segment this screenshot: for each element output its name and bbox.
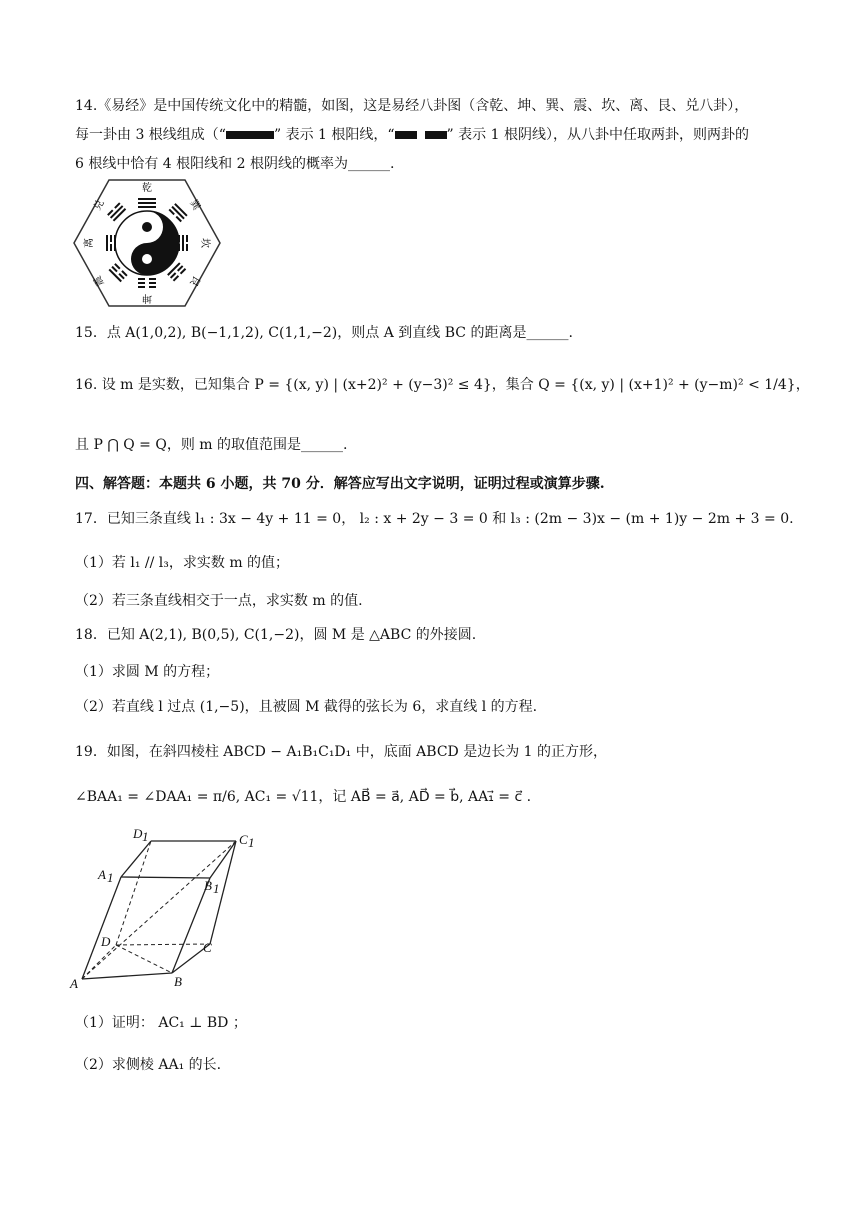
label-d1: D <box>133 826 143 841</box>
bagua-figure <box>72 178 222 308</box>
bagua-label-bottom: 坤 <box>142 292 152 303</box>
trigram-qian-icon <box>138 198 156 208</box>
prism-figure <box>66 826 266 996</box>
label-c1: C <box>239 832 248 847</box>
bagua-label-top-right: 巽 <box>187 198 202 213</box>
edge-ab <box>82 973 172 979</box>
label-b: B <box>174 974 182 989</box>
q17-part2: （2）若三条直线相交于一点，求实数 m 的值. <box>75 593 363 609</box>
edge-a1d1 <box>121 841 151 877</box>
label-c: C <box>203 940 212 955</box>
q14-line2-b: ” 表示 1 根阳线，“ <box>273 127 395 143</box>
edge-dc <box>116 944 210 945</box>
q16-line1: 16. 设 m 是实数，已知集合 P = {(x, y) | (x+2)² + (y−3)² ≤ 4}，集合 Q = {(x, y) | (x+1)² + (y−m)² < 1/4}， <box>75 377 810 393</box>
q14-line1: 14.《易经》是中国传统文化中的精髓，如图，这是易经八卦图（含乾、坤、巽、震、坎、离、艮、兑八卦）， <box>75 98 749 114</box>
section-heading: 四、解答题：本题共 6 小题，共 70 分．解答应写出文字说明，证明过程或演算步骤. <box>75 476 605 492</box>
bagua-label-right: 坎 <box>199 238 210 248</box>
edge-b1c1 <box>210 841 236 878</box>
label-d1-sub: 1 <box>142 829 149 844</box>
q18-part2: （2）若直线 l 过点 (1,−5)，且被圆 M 截得的弦长为 6，求直线 l 的方程. <box>75 699 538 715</box>
q15-text: 15．点 A(1,0,2), B(−1,1,2), C(1,1,−2)，则点 A 到直线 BC 的距离是______. <box>75 325 573 341</box>
label-b1-sub: 1 <box>213 881 220 896</box>
bagua-label-bottom-right: 艮 <box>187 273 202 288</box>
q17-stem: 17．已知三条直线 l₁ : 3x − 4y + 11 = 0， l₂ : x + 2y − 3 = 0 和 l₃ : (2m − 3)x − (m + 1)y − 2m + 3 = 0. <box>75 511 794 527</box>
yin-line-right-icon <box>425 131 447 139</box>
q17-part1: （1）若 l₁ // l₃，求实数 m 的值； <box>75 555 290 571</box>
q19-line2: ∠BAA₁ = ∠DAA₁ = π/6, AC₁ = √11，记 AB⃗ = a⃗, AD⃗ = b⃗, AA₁⃗ = c⃗ . <box>75 789 532 805</box>
q16-line2: 且 P ⋂ Q = Q，则 m 的取值范围是______. <box>75 437 348 453</box>
bagua-label-top-left: 兑 <box>92 198 107 213</box>
q14-line3: 6 根线中恰有 4 根阳线和 2 根阴线的概率为______. <box>75 156 395 172</box>
label-b1: B <box>204 878 212 893</box>
bagua-label-left: 离 <box>84 238 95 248</box>
label-a1-sub: 1 <box>107 870 114 885</box>
q18-stem: 18．已知 A(2,1), B(0,5), C(1,−2)，圆 M 是 △ABC 的外接圆. <box>75 627 477 643</box>
yin-yang-icon <box>115 211 179 275</box>
label-d: D <box>101 934 111 949</box>
diagonal-bd <box>116 945 172 973</box>
label-a: A <box>70 976 78 991</box>
q14-line2-a: 每一卦由 3 根线组成（“ <box>75 127 226 143</box>
yin-line-left-icon <box>395 131 417 139</box>
diagonal-ac1 <box>82 841 236 979</box>
label-c1-sub: 1 <box>248 835 255 850</box>
edge-aa1 <box>82 877 121 979</box>
q14-line2-c: ” 表示 1 根阴线），从八卦中任取两卦，则两卦的 <box>446 127 749 143</box>
q19-part1: （1）证明： AC₁ ⊥ BD ； <box>75 1015 247 1031</box>
q19-part2: （2）求侧棱 AA₁ 的长. <box>75 1057 222 1073</box>
bagua-label-bottom-left: 震 <box>92 273 107 288</box>
bagua-label-top: 乾 <box>142 183 152 194</box>
yang-line-icon <box>226 131 274 139</box>
q19-stem: 19．如图，在斜四棱柱 ABCD − A₁B₁C₁D₁ 中，底面 ABCD 是边长为 1 的正方形， <box>75 744 608 760</box>
edge-dd1 <box>116 841 151 945</box>
edge-a1b1 <box>121 877 210 878</box>
label-a1: A <box>98 867 106 882</box>
q14-line2 <box>75 126 749 144</box>
q18-part1: （1）求圆 M 的方程； <box>75 664 220 680</box>
